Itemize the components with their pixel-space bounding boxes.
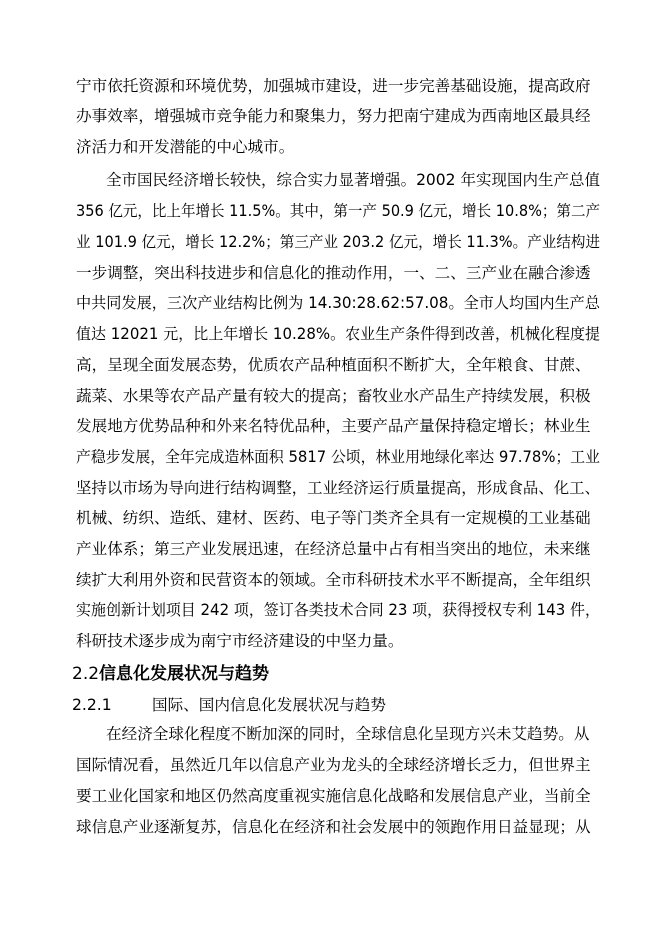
paragraph-1-line-3: 济活力和开发潜能的中心城市。 <box>76 138 295 156</box>
paragraph-2-line-11: 坚持以市场为导向进行结构调整，工业经济运行质量提高，形成食品、化工、 <box>76 479 600 497</box>
paragraph-2-line-8: 蔬菜、水果等农产品产量有较大的提高；畜牧业水产品生产持续发展，积极 <box>76 387 591 405</box>
paragraph-2-line-3: 业 101.9 亿元，增长 12.2%；第三产业 203.2 亿元，增长 11.3%。产业结构进 <box>76 233 601 251</box>
paragraph-2-line-5: 中共同发展，三次产业结构比例为 14.30:28.62:57.08。全市人均国内生产总 <box>76 294 600 312</box>
paragraph-2-line-12: 机械、纺织、造纸、建材、医药、电子等门类齐全具有一定规模的工业基础 <box>76 509 591 527</box>
section-heading <box>72 663 269 685</box>
paragraph-2-line-9: 发展地方优势品种和外来名特优品种，主要产品产量保持稳定增长；林业生 <box>76 417 591 435</box>
subsection-number: 2.2.1 <box>72 696 112 714</box>
paragraph-2-line-7: 高，呈现全面发展态势，优质农产品种植面积不断扩大，全年粮食、甘蔗、 <box>76 356 591 374</box>
paragraph-2-line-10: 产稳步发展，全年完成造林面积 5817 公顷，林业用地绿化率达 97.78%；工业 <box>76 448 600 466</box>
paragraph-2-line-14: 续扩大利用外资和民营资本的领域。全市科研技术水平不断提高，全年组织 <box>76 571 591 589</box>
paragraph-3-line-4: 球信息产业逐渐复苏，信息化在经济和社会发展中的领跑作用日益显现；从 <box>76 818 591 836</box>
paragraph-1-line-2: 办事效率，增强城市竞争能力和聚集力，努力把南宁建成为西南地区最具经 <box>76 107 591 125</box>
paragraph-2-line-4: 一步调整，突出科技进步和信息化的推动作用，一、二、三产业在融合渗透 <box>76 264 591 282</box>
paragraph-2-line-16: 科研技术逐步成为南宁市经济建设的中坚力量。 <box>76 632 404 650</box>
paragraph-2-line-13: 产业体系；第三产业发展迅速，在经济总量中占有相当突出的地位，未来继 <box>76 540 591 558</box>
subsection-heading <box>72 695 386 715</box>
paragraph-2-line-2: 356 亿元，比上年增长 11.5%。其中，第一产 50.9 亿元，增长 10.8%；第二产 <box>76 202 600 220</box>
section-number: 2.2 <box>72 664 100 684</box>
paragraph-2-line-6: 值达 12021 元，比上年增长 10.28%。农业生产条件得到改善，机械化程度提 <box>76 325 600 343</box>
paragraph-3-line-3: 要工业化国家和地区仍然高度重视实施信息化战略和发展信息产业，当前全 <box>76 787 591 805</box>
section-title: 信息化发展状况与趋势 <box>99 664 270 684</box>
paragraph-2-line-1: 全市国民经济增长较快，综合实力显著增强。2002 年实现国内生产总值 <box>106 171 600 189</box>
paragraph-1-line-1: 宁市依托资源和环境优势，加强城市建设，进一步完善基础设施，提高政府 <box>76 77 591 95</box>
paragraph-3-line-1: 在经济全球化程度不断加深的同时，全球信息化呈现方兴未艾趋势。从 <box>106 725 590 743</box>
subsection-title: 国际、国内信息化发展状况与趋势 <box>152 696 386 714</box>
paragraph-2-line-15: 实施创新计划项目 242 项，签订各类技术合同 23 项，获得授权专利 143 件， <box>76 601 600 619</box>
paragraph-3-line-2: 国际情况看，虽然近几年以信息产业为龙头的全球经济增长乏力，但世界主 <box>76 756 591 774</box>
